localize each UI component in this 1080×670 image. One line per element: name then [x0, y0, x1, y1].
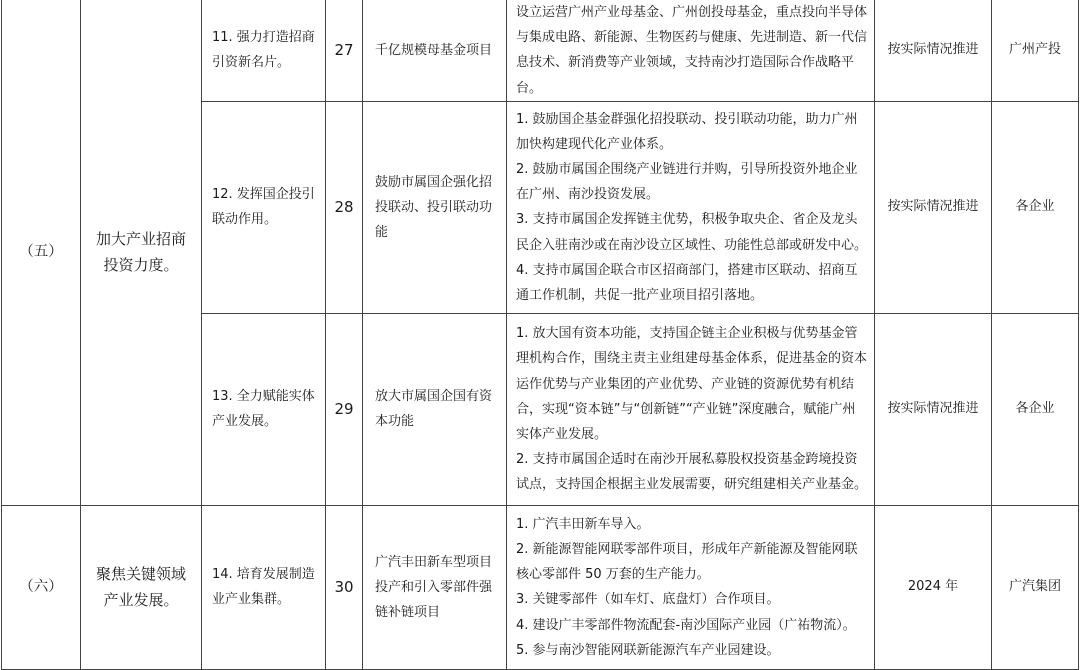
- description-item: 2. 鼓励市属国企围绕产业链进行并购，引导所投资外地企业在广州、南沙投资发展。: [516, 161, 858, 203]
- number-cell: 27: [326, 0, 363, 101]
- description-item: 1. 放大国有资本功能，支持国企链主企业积极与优势基金管理机构合作，围绕主责主业组建母基金体系，促进基金的资本运作优势与产业集团的产业优势、产业链的资源优势有机结合，实现“资本链”与“创新链”“产业链”深度融合，赋能广州实体产业发展。: [516, 326, 868, 442]
- description-item: 3. 关键零部件（如车灯、底盘灯）合作项目。: [516, 592, 780, 608]
- description-item: 4. 建设广丰零部件物流配套-南沙国际产业园（广祐物流）。: [516, 617, 856, 633]
- description-item: 1. 鼓励国企基金群强化招投联动、投引联动功能，助力广州加快构建现代化产业体系。: [516, 111, 858, 152]
- description-item: 设立运营广州产业母基金、广州创投母基金，重点投向半导体与集成电路、新能源、生物医药与健康、先进制造、新一代信息技术、新消费等产业领域，支持南沙打造国际合作战略平台。: [516, 5, 868, 96]
- goal-cell: 加大产业招商投资力度。: [81, 0, 202, 505]
- goal-cell: 聚焦关键领域产业发展。: [81, 505, 202, 669]
- description-item: 5. 参与南沙智能网联新能源汽车产业园建设。: [516, 642, 780, 658]
- project-table: [1, 0, 1079, 670]
- description-cell: [507, 101, 875, 313]
- timeline-cell: 按实际情况推进: [875, 313, 992, 505]
- responsible-unit-cell: 广州产投: [992, 0, 1079, 101]
- task-cell: 12. 发挥国企投引联动作用。: [202, 101, 326, 313]
- description-item: 3. 支持市属国企发挥链主优势，积极争取央企、省企及龙头民企入驻南沙或在南沙设立区域性、功能性总部或研发中心。: [516, 212, 868, 253]
- project-cell: 鼓励市属国企强化招投联动、投引联动功能: [363, 101, 507, 313]
- number-cell: 30: [326, 505, 363, 669]
- project-cell: 广汽丰田新车型项目投产和引入零部件强链补链项目: [363, 505, 507, 669]
- responsible-unit-cell: 各企业: [992, 313, 1079, 505]
- task-cell: 14. 培育发展制造业产业集群。: [202, 505, 326, 669]
- category-cell: （六）: [2, 505, 81, 669]
- timeline-cell: 按实际情况推进: [875, 0, 992, 101]
- responsible-unit-cell: 各企业: [992, 101, 1079, 313]
- description-item: 2. 支持市属国企适时在南沙开展私募股权投资基金跨境投资试点，支持国企根据主业发展需要，研究组建相关产业基金。: [516, 452, 868, 493]
- category-cell: （五）: [2, 0, 81, 505]
- project-cell: 放大市属国企国有资本功能: [363, 313, 507, 505]
- responsible-unit-cell: 广汽集团: [992, 505, 1079, 669]
- description-cell: [507, 0, 875, 101]
- description-item: 4. 支持市属国企联合市区招商部门，搭建市区联动、招商互通工作机制，共促一批产业项目招引落地。: [516, 262, 858, 303]
- task-cell: 11. 强力打造招商引资新名片。: [202, 0, 326, 101]
- timeline-cell: 2024 年: [875, 505, 992, 669]
- description-cell: [507, 505, 875, 669]
- task-cell: 13. 全力赋能实体产业发展。: [202, 313, 326, 505]
- project-cell: 千亿规模母基金项目: [363, 0, 507, 101]
- table-row: [2, 0, 1079, 101]
- number-cell: 28: [326, 101, 363, 313]
- table-row: [2, 505, 1079, 669]
- timeline-cell: 按实际情况推进: [875, 101, 992, 313]
- description-item: 1. 广汽丰田新车导入。: [516, 516, 650, 532]
- description-cell: [507, 313, 875, 505]
- description-item: 2. 新能源智能网联零部件项目，形成年产新能源及智能网联核心零部件 50 万套的生产能力。: [516, 541, 858, 583]
- number-cell: 29: [326, 313, 363, 505]
